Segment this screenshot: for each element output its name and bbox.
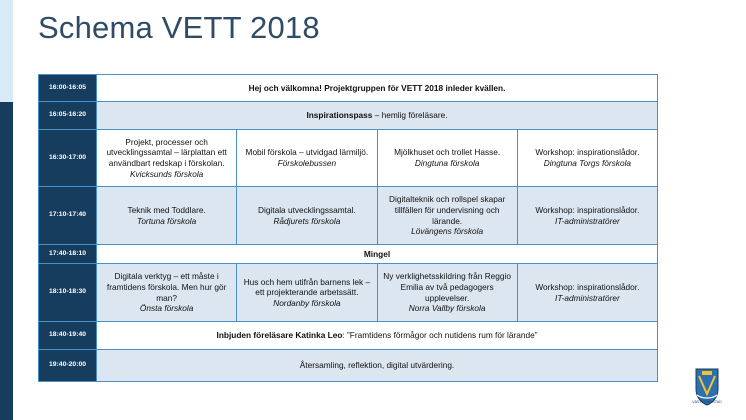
welcome-cell: Hej och välkomna! Projektgruppen för VETT 2018 inleder kvällen. (97, 75, 658, 102)
session-text: Mobil förskola – utvidgad lärmiljö. (245, 147, 369, 158)
session-place: IT-administratörer (555, 215, 620, 226)
session-text: Digitala verktyg – ett måste i framtidens förskola. Men hur gör man? (106, 271, 227, 303)
session-cell (377, 187, 517, 245)
session-place: Nordanby förskola (273, 297, 341, 308)
session-text: Projekt, processer och utvecklingssamtal – lärplattan ett användbart redskap i förskolan. (106, 136, 227, 168)
time-cell: 18:40-19:40 (39, 322, 97, 350)
session-cell (517, 264, 657, 322)
lecturer-label: Inbjuden föreläsare Katinka Leo (216, 330, 343, 341)
inspiration-cell (97, 102, 658, 130)
session-place: IT-administratörer (555, 292, 620, 303)
table-row (39, 322, 658, 350)
session-cell (517, 187, 657, 245)
session-cell (237, 130, 377, 187)
session-place: Rådjurets förskola (273, 215, 341, 226)
table-row (39, 350, 658, 382)
table-row (39, 75, 658, 102)
table-row (39, 264, 658, 322)
session-cell (517, 130, 657, 187)
session-text: Teknik med Toddlare. (127, 204, 206, 215)
session-place: Dingtuna Torgs förskola (543, 158, 632, 168)
time-cell: 19:40-20:00 (39, 350, 97, 382)
session-cell (377, 130, 517, 187)
session-cell (97, 130, 237, 187)
session-text: Digitala utvecklingssamtal. (257, 204, 356, 215)
time-cell: 17:40-18:10 (39, 245, 97, 264)
table-row (39, 102, 658, 130)
session-cell (97, 187, 237, 245)
inspiration-rest: – hemlig föreläsare. (372, 110, 448, 121)
session-cell (97, 264, 237, 322)
session-cell (237, 187, 377, 245)
side-bar-dark (0, 102, 13, 420)
session-text: Mjölkhuset och trollet Hasse. (394, 147, 501, 158)
session-cell (377, 264, 517, 322)
session-text: Ny verklighetsskildring från Reggio Emilia av två pedagogers upplevelser. (383, 271, 511, 303)
session-place: Önsta förskola (139, 303, 194, 314)
session-place: Dingtuna förskola (414, 158, 480, 168)
table-row (39, 245, 658, 264)
session-text: Workshop: inspirationslådor. (535, 204, 640, 215)
lecturer-cell (97, 322, 658, 350)
time-cell: 17:10-17:40 (39, 187, 97, 245)
session-cell (237, 264, 377, 322)
session-place: Norra Vallby förskola (408, 303, 486, 314)
side-bar-light (0, 0, 13, 102)
table-row (39, 130, 658, 187)
session-place: Förskolebussen (277, 158, 337, 168)
time-cell: 16:30-17:00 (39, 130, 97, 187)
page-title: Schema VETT 2018 (38, 10, 320, 45)
mingel-cell: Mingel (97, 245, 658, 264)
table-row (39, 187, 658, 245)
time-cell: 16:05-16:20 (39, 102, 97, 130)
session-text: Digitalteknik och rollspel skapar tillfällen för undervisning och lärande. (389, 194, 506, 226)
closing-cell: Återsamling, reflektion, digital utvärdering. (97, 350, 658, 382)
session-text: Hus och hem utifrån barnens lek – ett projekterande arbetssätt. (243, 276, 371, 298)
inspiration-label: Inspirationspass (306, 110, 373, 121)
session-text: Workshop: inspirationslådor. (535, 147, 640, 158)
session-place: Tortuna förskola (137, 215, 197, 226)
time-cell: 18:10-18:30 (39, 264, 97, 322)
session-text: Workshop: inspirationslådor. (535, 281, 640, 292)
lecturer-rest: : ”Framtidens förmågor och nutidens rum för lärande” (342, 330, 538, 341)
schedule-table (38, 74, 658, 382)
time-cell: 16:00-16:05 (39, 75, 97, 102)
session-place: Lövängens förskola (411, 226, 484, 237)
session-place: Kvicksunds förskola (129, 168, 204, 179)
logo-text: VÄSTERÅS STAD (692, 400, 722, 404)
